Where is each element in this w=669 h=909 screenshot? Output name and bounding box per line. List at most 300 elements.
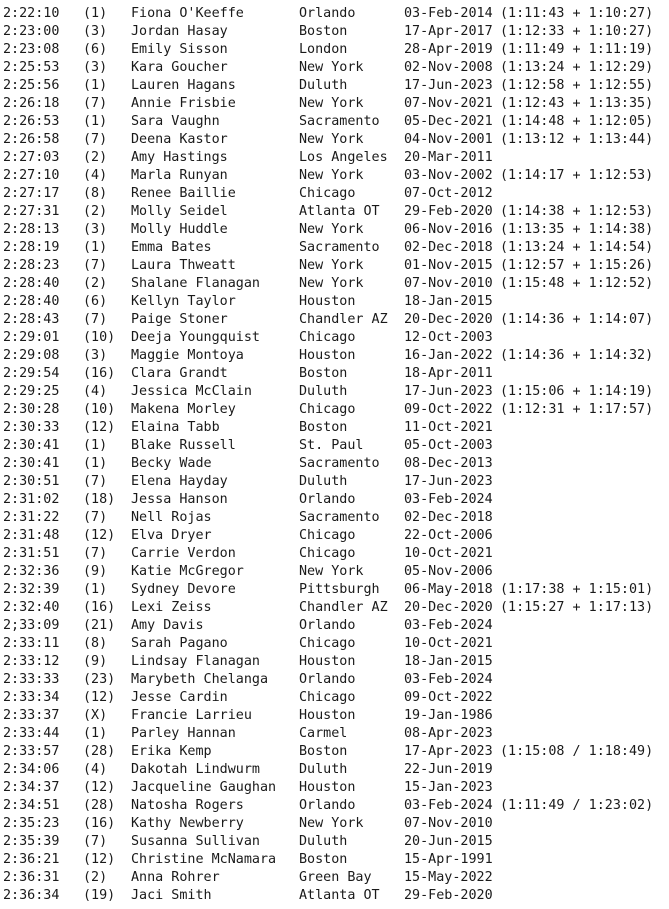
finish-place: (7) bbox=[83, 132, 108, 147]
half-splits: (1:14:36 + 1:14:32) bbox=[500, 348, 654, 363]
runner-name: Jessica McClain bbox=[131, 384, 252, 399]
race-date: 17-Jun-2023 bbox=[404, 78, 493, 93]
race-city: Boston bbox=[299, 744, 348, 759]
result-row bbox=[3, 437, 667, 455]
finish-place: (4) bbox=[83, 762, 108, 777]
runner-name: Kellyn Taylor bbox=[131, 294, 236, 309]
result-row bbox=[3, 887, 667, 905]
runner-name: Jessa Hanson bbox=[131, 492, 228, 507]
race-city: Carmel bbox=[299, 726, 348, 741]
race-date: 08-Dec-2013 bbox=[404, 456, 493, 471]
finish-place: (3) bbox=[83, 24, 108, 39]
result-row bbox=[3, 743, 667, 761]
finish-place: (3) bbox=[83, 222, 108, 237]
race-date: 17-Jun-2023 bbox=[404, 384, 493, 399]
result-row bbox=[3, 5, 667, 23]
finish-time: 2:23:00 bbox=[3, 24, 60, 39]
finish-time: 2:33:37 bbox=[3, 708, 60, 723]
race-city: New York bbox=[299, 168, 364, 183]
result-row bbox=[3, 221, 667, 239]
finish-place: (19) bbox=[83, 888, 116, 903]
half-splits: (1:11:43 + 1:10:27) bbox=[500, 6, 654, 21]
finish-place: (1) bbox=[83, 582, 108, 597]
race-date: 29-Feb-2020 bbox=[404, 888, 493, 903]
runner-name: Lindsay Flanagan bbox=[131, 654, 260, 669]
result-row bbox=[3, 455, 667, 473]
finish-time: 2:30:51 bbox=[3, 474, 60, 489]
race-city: New York bbox=[299, 564, 364, 579]
race-date: 07-Nov-2010 bbox=[404, 276, 493, 291]
race-city: Orlando bbox=[299, 492, 356, 507]
race-date: 18-Jan-2015 bbox=[404, 654, 493, 669]
finish-time: 2:32:36 bbox=[3, 564, 60, 579]
finish-time: 2:33:34 bbox=[3, 690, 60, 705]
race-city: Houston bbox=[299, 780, 356, 795]
result-row bbox=[3, 95, 667, 113]
half-splits: (1:13:24 + 1:14:54) bbox=[500, 240, 654, 255]
half-splits: (1:13:12 + 1:13:44) bbox=[500, 132, 654, 147]
result-row bbox=[3, 23, 667, 41]
race-city: Green Bay bbox=[299, 870, 372, 885]
runner-name: Amy Hastings bbox=[131, 150, 228, 165]
finish-place: (28) bbox=[83, 744, 116, 759]
finish-time: 2:25:53 bbox=[3, 60, 60, 75]
finish-place: (7) bbox=[83, 546, 108, 561]
finish-place: (8) bbox=[83, 636, 108, 651]
runner-name: Lexi Zeiss bbox=[131, 600, 212, 615]
race-city: New York bbox=[299, 60, 364, 75]
finish-time: 2:36:34 bbox=[3, 888, 60, 903]
finish-place: (7) bbox=[83, 96, 108, 111]
result-row bbox=[3, 707, 667, 725]
finish-place: (6) bbox=[83, 42, 108, 57]
race-city: Boston bbox=[299, 420, 348, 435]
result-row bbox=[3, 581, 667, 599]
runner-name: Lauren Hagans bbox=[131, 78, 236, 93]
finish-place: (12) bbox=[83, 420, 116, 435]
runner-name: Jesse Cardin bbox=[131, 690, 228, 705]
race-date: 20-Jun-2015 bbox=[404, 834, 493, 849]
runner-name: Elva Dryer bbox=[131, 528, 212, 543]
race-date: 05-Oct-2003 bbox=[404, 438, 493, 453]
finish-time: 2:33:57 bbox=[3, 744, 60, 759]
finish-place: (2) bbox=[83, 204, 108, 219]
finish-time: 2:33:44 bbox=[3, 726, 60, 741]
race-date: 02-Nov-2008 bbox=[404, 60, 493, 75]
runner-name: Molly Seidel bbox=[131, 204, 228, 219]
race-city: Orlando bbox=[299, 672, 356, 687]
race-city: Duluth bbox=[299, 384, 348, 399]
half-splits: (1:17:38 + 1:15:01) bbox=[500, 582, 654, 597]
finish-place: (1) bbox=[83, 114, 108, 129]
runner-name: Jordan Hasay bbox=[131, 24, 228, 39]
finish-time: 2:30:28 bbox=[3, 402, 60, 417]
finish-place: (1) bbox=[83, 240, 108, 255]
race-city: Sacramento bbox=[299, 240, 380, 255]
result-row bbox=[3, 473, 667, 491]
result-row bbox=[3, 239, 667, 257]
runner-name: Molly Huddle bbox=[131, 222, 228, 237]
finish-place: (1) bbox=[83, 438, 108, 453]
half-splits: (1:11:49 + 1:11:19) bbox=[500, 42, 654, 57]
finish-time: 2:28:13 bbox=[3, 222, 60, 237]
runner-name: Francie Larrieu bbox=[131, 708, 252, 723]
finish-time: 2:29:08 bbox=[3, 348, 60, 363]
finish-place: (3) bbox=[83, 348, 108, 363]
finish-place: (7) bbox=[83, 510, 108, 525]
result-row bbox=[3, 275, 667, 293]
race-date: 22-Jun-2019 bbox=[404, 762, 493, 777]
finish-time: 2:27:31 bbox=[3, 204, 60, 219]
finish-time: 2:34:51 bbox=[3, 798, 60, 813]
result-row bbox=[3, 365, 667, 383]
race-city: London bbox=[299, 42, 348, 57]
result-row bbox=[3, 635, 667, 653]
race-date: 10-Oct-2021 bbox=[404, 546, 493, 561]
race-city: Chicago bbox=[299, 330, 356, 345]
result-row bbox=[3, 257, 667, 275]
race-city: Chandler AZ bbox=[299, 600, 388, 615]
half-splits: (1:14:36 + 1:14:07) bbox=[500, 312, 654, 327]
finish-time: 2:34:37 bbox=[3, 780, 60, 795]
finish-place: (18) bbox=[83, 492, 116, 507]
race-date: 11-Oct-2021 bbox=[404, 420, 493, 435]
runner-name: Susanna Sullivan bbox=[131, 834, 260, 849]
runner-name: Fiona O'Keeffe bbox=[131, 6, 244, 21]
runner-name: Kara Goucher bbox=[131, 60, 228, 75]
finish-time: 2:23:08 bbox=[3, 42, 60, 57]
finish-place: (4) bbox=[83, 168, 108, 183]
result-row bbox=[3, 779, 667, 797]
result-row bbox=[3, 185, 667, 203]
race-city: Orlando bbox=[299, 798, 356, 813]
finish-time: 2:27:10 bbox=[3, 168, 60, 183]
race-city: Los Angeles bbox=[299, 150, 388, 165]
finish-time: 2:28:40 bbox=[3, 294, 60, 309]
race-date: 17-Apr-2017 bbox=[404, 24, 493, 39]
half-splits: (1:12:33 + 1:10:27) bbox=[500, 24, 654, 39]
finish-time: 2:28:40 bbox=[3, 276, 60, 291]
finish-place: (28) bbox=[83, 798, 116, 813]
race-city: New York bbox=[299, 816, 364, 831]
race-city: Houston bbox=[299, 348, 356, 363]
race-date: 07-Nov-2010 bbox=[404, 816, 493, 831]
race-city: Houston bbox=[299, 294, 356, 309]
half-splits: (1:12:31 + 1:17:57) bbox=[500, 402, 654, 417]
result-row bbox=[3, 401, 667, 419]
race-date: 20-Mar-2011 bbox=[404, 150, 493, 165]
race-city: Boston bbox=[299, 852, 348, 867]
finish-time: 2:29:54 bbox=[3, 366, 60, 381]
result-row bbox=[3, 869, 667, 887]
result-row bbox=[3, 77, 667, 95]
race-date: 18-Apr-2011 bbox=[404, 366, 493, 381]
result-row bbox=[3, 563, 667, 581]
race-city: Atlanta OT bbox=[299, 204, 380, 219]
runner-name: Natosha Rogers bbox=[131, 798, 244, 813]
result-row bbox=[3, 653, 667, 671]
race-date: 16-Jan-2022 bbox=[404, 348, 493, 363]
race-date: 18-Jan-2015 bbox=[404, 294, 493, 309]
result-row bbox=[3, 383, 667, 401]
race-date: 04-Nov-2001 bbox=[404, 132, 493, 147]
race-date: 22-Oct-2006 bbox=[404, 528, 493, 543]
race-date: 17-Apr-2023 bbox=[404, 744, 493, 759]
finish-time: 2:33:33 bbox=[3, 672, 60, 687]
race-city: Chicago bbox=[299, 690, 356, 705]
finish-place: (7) bbox=[83, 834, 108, 849]
runner-name: Sarah Pagano bbox=[131, 636, 228, 651]
result-row bbox=[3, 347, 667, 365]
result-row bbox=[3, 491, 667, 509]
race-date: 02-Dec-2018 bbox=[404, 510, 493, 525]
finish-place: (2) bbox=[83, 276, 108, 291]
half-splits: (1:15:27 + 1:17:13) bbox=[500, 600, 654, 615]
race-date: 05-Dec-2021 bbox=[404, 114, 493, 129]
race-date: 07-Nov-2021 bbox=[404, 96, 493, 111]
race-date: 09-Oct-2022 bbox=[404, 690, 493, 705]
finish-time: 2:27:17 bbox=[3, 186, 60, 201]
finish-place: (8) bbox=[83, 186, 108, 201]
result-row bbox=[3, 851, 667, 869]
runner-name: Shalane Flanagan bbox=[131, 276, 260, 291]
race-date: 01-Nov-2015 bbox=[404, 258, 493, 273]
race-date: 20-Dec-2020 bbox=[404, 600, 493, 615]
runner-name: Erika Kemp bbox=[131, 744, 212, 759]
race-city: Sacramento bbox=[299, 510, 380, 525]
half-splits: (1:13:24 + 1:12:29) bbox=[500, 60, 654, 75]
result-row bbox=[3, 617, 667, 635]
result-row bbox=[3, 149, 667, 167]
race-city: Boston bbox=[299, 24, 348, 39]
finish-place: (2) bbox=[83, 870, 108, 885]
runner-name: Dakotah Lindwurm bbox=[131, 762, 260, 777]
result-row bbox=[3, 545, 667, 563]
half-splits: (1:12:43 + 1:13:35) bbox=[500, 96, 654, 111]
race-city: Chicago bbox=[299, 528, 356, 543]
race-city: Chicago bbox=[299, 186, 356, 201]
runner-name: Becky Wade bbox=[131, 456, 212, 471]
race-date: 17-Jun-2023 bbox=[404, 474, 493, 489]
race-date: 19-Jan-1986 bbox=[404, 708, 493, 723]
race-city: Atlanta OT bbox=[299, 888, 380, 903]
runner-name: Emily Sisson bbox=[131, 42, 228, 57]
result-row bbox=[3, 167, 667, 185]
finish-time: 2:29:01 bbox=[3, 330, 60, 345]
race-date: 03-Feb-2024 bbox=[404, 492, 493, 507]
result-row bbox=[3, 725, 667, 743]
finish-place: (16) bbox=[83, 816, 116, 831]
finish-place: (7) bbox=[83, 474, 108, 489]
half-splits: (1:12:58 + 1:12:55) bbox=[500, 78, 654, 93]
finish-time: 2:28:19 bbox=[3, 240, 60, 255]
race-city: Sacramento bbox=[299, 456, 380, 471]
result-row bbox=[3, 833, 667, 851]
finish-place: (2) bbox=[83, 150, 108, 165]
finish-place: (23) bbox=[83, 672, 116, 687]
result-row bbox=[3, 59, 667, 77]
runner-name: Elaina Tabb bbox=[131, 420, 220, 435]
finish-place: (1) bbox=[83, 78, 108, 93]
runner-name: Marybeth Chelanga bbox=[131, 672, 269, 687]
race-date: 07-Oct-2012 bbox=[404, 186, 493, 201]
finish-place: (10) bbox=[83, 402, 116, 417]
race-date: 15-Jan-2023 bbox=[404, 780, 493, 795]
finish-place: (10) bbox=[83, 330, 116, 345]
half-splits: (1:14:48 + 1:12:05) bbox=[500, 114, 654, 129]
result-row bbox=[3, 329, 667, 347]
half-splits: (1:15:48 + 1:12:52) bbox=[500, 276, 654, 291]
runner-name: Nell Rojas bbox=[131, 510, 212, 525]
race-date: 08-Apr-2023 bbox=[404, 726, 493, 741]
runner-name: Jaci Smith bbox=[131, 888, 212, 903]
race-city: Chicago bbox=[299, 402, 356, 417]
finish-place: (7) bbox=[83, 312, 108, 327]
finish-time: 2:28:23 bbox=[3, 258, 60, 273]
race-date: 20-Dec-2020 bbox=[404, 312, 493, 327]
result-row bbox=[3, 41, 667, 59]
finish-time: 2:25:56 bbox=[3, 78, 60, 93]
runner-name: Emma Bates bbox=[131, 240, 212, 255]
result-row bbox=[3, 797, 667, 815]
finish-time: 2:32:40 bbox=[3, 600, 60, 615]
race-date: 15-May-2022 bbox=[404, 870, 493, 885]
race-date: 03-Feb-2024 bbox=[404, 618, 493, 633]
runner-name: Deena Kastor bbox=[131, 132, 228, 147]
race-city: New York bbox=[299, 258, 364, 273]
race-date: 06-Nov-2016 bbox=[404, 222, 493, 237]
finish-time: 2:26:53 bbox=[3, 114, 60, 129]
race-city: Chicago bbox=[299, 546, 356, 561]
result-row bbox=[3, 761, 667, 779]
finish-place: (1) bbox=[83, 726, 108, 741]
race-date: 06-May-2018 bbox=[404, 582, 493, 597]
runner-name: Maggie Montoya bbox=[131, 348, 244, 363]
runner-name: Kathy Newberry bbox=[131, 816, 244, 831]
result-row bbox=[3, 689, 667, 707]
finish-place: (1) bbox=[83, 456, 108, 471]
runner-name: Laura Thweatt bbox=[131, 258, 236, 273]
race-city: Orlando bbox=[299, 6, 356, 21]
results-list bbox=[3, 5, 667, 905]
runner-name: Sara Vaughn bbox=[131, 114, 220, 129]
finish-time: 2:28:43 bbox=[3, 312, 60, 327]
finish-place: (12) bbox=[83, 528, 116, 543]
result-row bbox=[3, 527, 667, 545]
finish-place: (X) bbox=[83, 708, 108, 723]
finish-place: (12) bbox=[83, 690, 116, 705]
finish-place: (16) bbox=[83, 366, 116, 381]
finish-place: (12) bbox=[83, 780, 116, 795]
result-row bbox=[3, 293, 667, 311]
runner-name: Christine McNamara bbox=[131, 852, 277, 867]
result-row bbox=[3, 509, 667, 527]
race-city: Duluth bbox=[299, 474, 348, 489]
half-splits: (1:14:38 + 1:12:53) bbox=[500, 204, 654, 219]
runner-name: Makena Morley bbox=[131, 402, 236, 417]
race-city: Pittsburgh bbox=[299, 582, 380, 597]
runner-name: Renee Baillie bbox=[131, 186, 236, 201]
runner-name: Anna Rohrer bbox=[131, 870, 220, 885]
finish-time: 2:26:58 bbox=[3, 132, 60, 147]
runner-name: Deeja Youngquist bbox=[131, 330, 260, 345]
finish-place: (12) bbox=[83, 852, 116, 867]
finish-time: 2:31:22 bbox=[3, 510, 60, 525]
finish-time: 2:34:06 bbox=[3, 762, 60, 777]
finish-time: 2:31:48 bbox=[3, 528, 60, 543]
runner-name: Sydney Devore bbox=[131, 582, 236, 597]
race-date: 09-Oct-2022 bbox=[404, 402, 493, 417]
race-city: Chicago bbox=[299, 636, 356, 651]
finish-place: (9) bbox=[83, 564, 108, 579]
race-city: New York bbox=[299, 132, 364, 147]
race-city: New York bbox=[299, 222, 364, 237]
race-city: Orlando bbox=[299, 618, 356, 633]
result-row bbox=[3, 815, 667, 833]
runner-name: Amy Davis bbox=[131, 618, 204, 633]
race-date: 15-Apr-1991 bbox=[404, 852, 493, 867]
half-splits: (1:15:06 + 1:14:19) bbox=[500, 384, 654, 399]
finish-place: (21) bbox=[83, 618, 116, 633]
race-city: Boston bbox=[299, 366, 348, 381]
finish-time: 2:30:33 bbox=[3, 420, 60, 435]
runner-name: Carrie Verdon bbox=[131, 546, 236, 561]
race-city: New York bbox=[299, 276, 364, 291]
finish-time: 2:36:21 bbox=[3, 852, 60, 867]
race-date: 12-Oct-2003 bbox=[404, 330, 493, 345]
race-city: Houston bbox=[299, 708, 356, 723]
half-splits: (1:12:57 + 1:15:26) bbox=[500, 258, 654, 273]
finish-time: 2:32:39 bbox=[3, 582, 60, 597]
finish-time: 2:35:39 bbox=[3, 834, 60, 849]
result-row bbox=[3, 671, 667, 689]
race-date: 02-Dec-2018 bbox=[404, 240, 493, 255]
runner-name: Jacqueline Gaughan bbox=[131, 780, 277, 795]
result-row bbox=[3, 419, 667, 437]
finish-time: 2:27:03 bbox=[3, 150, 60, 165]
race-city: Duluth bbox=[299, 78, 348, 93]
race-city: Duluth bbox=[299, 762, 348, 777]
finish-time: 2:35:23 bbox=[3, 816, 60, 831]
finish-place: (1) bbox=[83, 6, 108, 21]
race-city: Chandler AZ bbox=[299, 312, 388, 327]
runner-name: Katie McGregor bbox=[131, 564, 244, 579]
finish-place: (6) bbox=[83, 294, 108, 309]
race-city: St. Paul bbox=[299, 438, 364, 453]
race-city: Duluth bbox=[299, 834, 348, 849]
half-splits: (1:11:49 / 1:23:02) bbox=[500, 798, 654, 813]
race-date: 10-Oct-2021 bbox=[404, 636, 493, 651]
race-date: 28-Apr-2019 bbox=[404, 42, 493, 57]
finish-time: 2:29:25 bbox=[3, 384, 60, 399]
runner-name: Parley Hannan bbox=[131, 726, 236, 741]
finish-time: 2:26:18 bbox=[3, 96, 60, 111]
runner-name: Clara Grandt bbox=[131, 366, 228, 381]
finish-time: 2:31:02 bbox=[3, 492, 60, 507]
result-row bbox=[3, 131, 667, 149]
finish-place: (16) bbox=[83, 600, 116, 615]
result-row bbox=[3, 599, 667, 617]
runner-name: Annie Frisbie bbox=[131, 96, 236, 111]
runner-name: Marla Runyan bbox=[131, 168, 228, 183]
race-date: 29-Feb-2020 bbox=[404, 204, 493, 219]
finish-place: (7) bbox=[83, 258, 108, 273]
race-city: New York bbox=[299, 96, 364, 111]
race-date: 03-Feb-2024 bbox=[404, 672, 493, 687]
half-splits: (1:13:35 + 1:14:38) bbox=[500, 222, 654, 237]
half-splits: (1:14:17 + 1:12:53) bbox=[500, 168, 654, 183]
finish-time: 2;33:09 bbox=[3, 618, 60, 633]
